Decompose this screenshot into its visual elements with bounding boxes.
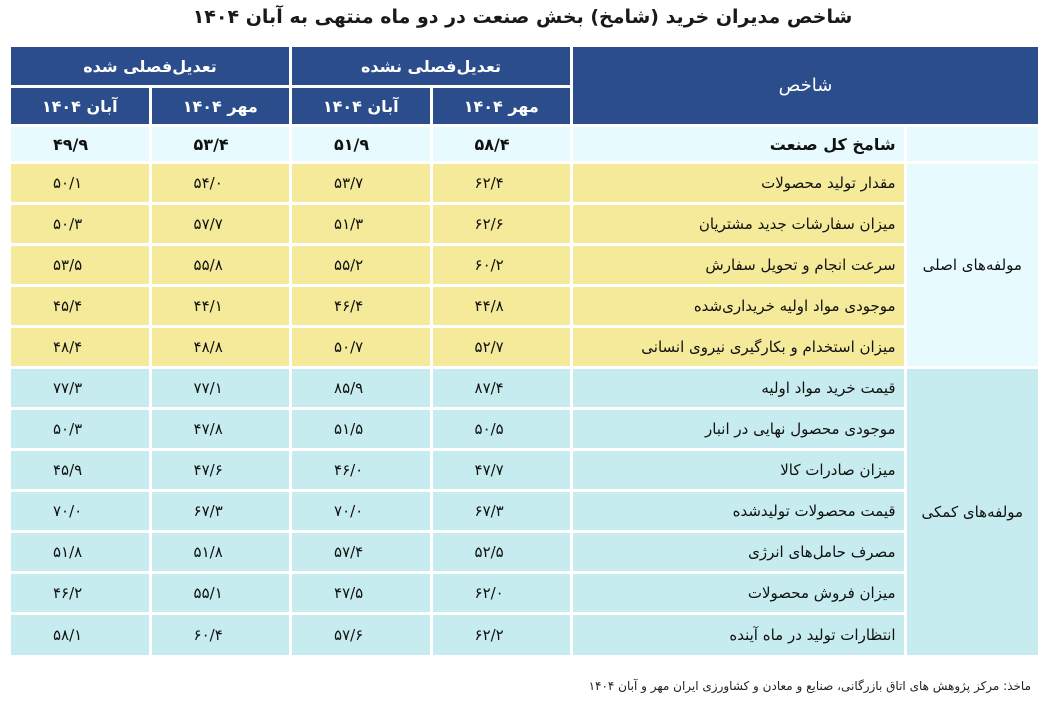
row-value: ۴۷/۶ bbox=[152, 451, 289, 489]
row-value: ۵۲/۵ bbox=[433, 533, 570, 571]
total-group-cell bbox=[907, 127, 1038, 161]
row-value: ۵۵/۲ bbox=[292, 246, 430, 284]
table-row bbox=[11, 246, 1038, 284]
total-value: ۵۱/۹ bbox=[292, 127, 430, 161]
total-value: ۵۸/۴ bbox=[433, 127, 570, 161]
col-mehr-not-adjusted: مهر ۱۴۰۴ bbox=[433, 88, 570, 124]
row-value: ۴۷/۵ bbox=[292, 574, 430, 612]
row-value: ۵۰/۳ bbox=[11, 410, 149, 448]
table-row-total bbox=[11, 127, 1038, 161]
row-value: ۴۷/۷ bbox=[433, 451, 570, 489]
source-note: ماخذ: مرکز پژوهش های اتاق بازرگانی، صنایع و معادن و کشاورزی ایران مهر و آبان ۱۴۰۴ bbox=[588, 679, 1031, 693]
row-name: میزان صادرات کالا bbox=[573, 451, 904, 489]
row-value: ۴۷/۸ bbox=[152, 410, 289, 448]
row-name: میزان فروش محصولات bbox=[573, 574, 904, 612]
row-value: ۴۴/۱ bbox=[152, 287, 289, 325]
group-label: مولفه‌های اصلی bbox=[907, 164, 1038, 366]
table-row bbox=[11, 369, 1038, 407]
adjusted-header: تعدیل‌فصلی شده bbox=[11, 47, 289, 85]
row-value: ۵۴/۰ bbox=[152, 164, 289, 202]
row-value: ۵۳/۵ bbox=[11, 246, 149, 284]
row-value: ۵۷/۴ bbox=[292, 533, 430, 571]
row-value: ۶۲/۴ bbox=[433, 164, 570, 202]
row-name: موجودی محصول نهایی در انبار bbox=[573, 410, 904, 448]
row-value: ۵۱/۸ bbox=[152, 533, 289, 571]
row-value: ۴۵/۹ bbox=[11, 451, 149, 489]
row-value: ۸۵/۹ bbox=[292, 369, 430, 407]
page-title: شاخص مدیران خرید (شامخ) بخش صنعت در دو ماه منتهی به آبان ۱۴۰۴ bbox=[192, 6, 853, 28]
col-aban-not-adjusted: آبان ۱۴۰۴ bbox=[292, 88, 430, 124]
row-name: مقدار تولید محصولات bbox=[573, 164, 904, 202]
row-value: ۴۴/۸ bbox=[433, 287, 570, 325]
row-value: ۵۰/۷ bbox=[292, 328, 430, 366]
row-name: موجودی مواد اولیه خریداری‌شده bbox=[573, 287, 904, 325]
row-value: ۷۷/۳ bbox=[11, 369, 149, 407]
row-value: ۸۷/۴ bbox=[433, 369, 570, 407]
row-name: انتظارات تولید در ماه آینده bbox=[573, 615, 904, 655]
row-value: ۶۲/۶ bbox=[433, 205, 570, 243]
table-row bbox=[11, 410, 1038, 448]
row-value: ۶۲/۲ bbox=[433, 615, 570, 655]
row-name: قیمت خرید مواد اولیه bbox=[573, 369, 904, 407]
row-value: ۶۰/۴ bbox=[152, 615, 289, 655]
total-name: شامخ کل صنعت bbox=[573, 127, 904, 161]
row-name: مصرف حامل‌های انرژی bbox=[573, 533, 904, 571]
total-value: ۵۳/۴ bbox=[152, 127, 289, 161]
not-adjusted-header: تعدیل‌فصلی نشده bbox=[292, 47, 570, 85]
row-value: ۴۸/۸ bbox=[152, 328, 289, 366]
table-body bbox=[11, 127, 1038, 655]
row-value: ۵۳/۷ bbox=[292, 164, 430, 202]
row-value: ۵۱/۵ bbox=[292, 410, 430, 448]
row-value: ۴۶/۰ bbox=[292, 451, 430, 489]
col-mehr-adjusted: مهر ۱۴۰۴ bbox=[152, 88, 289, 124]
row-value: ۵۸/۱ bbox=[11, 615, 149, 655]
row-name: قیمت محصولات تولیدشده bbox=[573, 492, 904, 530]
row-name: میزان سفارشات جدید مشتریان bbox=[573, 205, 904, 243]
table-row bbox=[11, 287, 1038, 325]
row-value: ۷۷/۱ bbox=[152, 369, 289, 407]
row-name: سرعت انجام و تحویل سفارش bbox=[573, 246, 904, 284]
row-value: ۶۷/۳ bbox=[152, 492, 289, 530]
row-value: ۵۲/۷ bbox=[433, 328, 570, 366]
row-value: ۵۷/۷ bbox=[152, 205, 289, 243]
col-aban-adjusted: آبان ۱۴۰۴ bbox=[11, 88, 149, 124]
table-row bbox=[11, 205, 1038, 243]
row-value: ۶۰/۲ bbox=[433, 246, 570, 284]
pmi-table bbox=[8, 44, 1041, 658]
row-value: ۵۰/۱ bbox=[11, 164, 149, 202]
row-value: ۴۶/۲ bbox=[11, 574, 149, 612]
row-value: ۶۲/۰ bbox=[433, 574, 570, 612]
row-value: ۵۱/۳ bbox=[292, 205, 430, 243]
table-row bbox=[11, 451, 1038, 489]
row-value: ۵۷/۶ bbox=[292, 615, 430, 655]
total-value: ۴۹/۹ bbox=[11, 127, 149, 161]
table-row bbox=[11, 615, 1038, 655]
row-value: ۷۰/۰ bbox=[292, 492, 430, 530]
row-name: میزان استخدام و بکارگیری نیروی انسانی bbox=[573, 328, 904, 366]
row-value: ۴۸/۴ bbox=[11, 328, 149, 366]
group-label: مولفه‌های کمکی bbox=[907, 369, 1038, 655]
table-row bbox=[11, 533, 1038, 571]
row-value: ۵۰/۳ bbox=[11, 205, 149, 243]
table-row bbox=[11, 328, 1038, 366]
row-value: ۵۵/۸ bbox=[152, 246, 289, 284]
table-row bbox=[11, 492, 1038, 530]
table-row bbox=[11, 164, 1038, 202]
table-row bbox=[11, 574, 1038, 612]
row-value: ۶۷/۳ bbox=[433, 492, 570, 530]
row-value: ۵۰/۵ bbox=[433, 410, 570, 448]
row-value: ۵۱/۸ bbox=[11, 533, 149, 571]
row-value: ۴۵/۴ bbox=[11, 287, 149, 325]
row-value: ۷۰/۰ bbox=[11, 492, 149, 530]
indicator-header: شاخص bbox=[573, 47, 1038, 124]
row-value: ۴۶/۴ bbox=[292, 287, 430, 325]
row-value: ۵۵/۱ bbox=[152, 574, 289, 612]
